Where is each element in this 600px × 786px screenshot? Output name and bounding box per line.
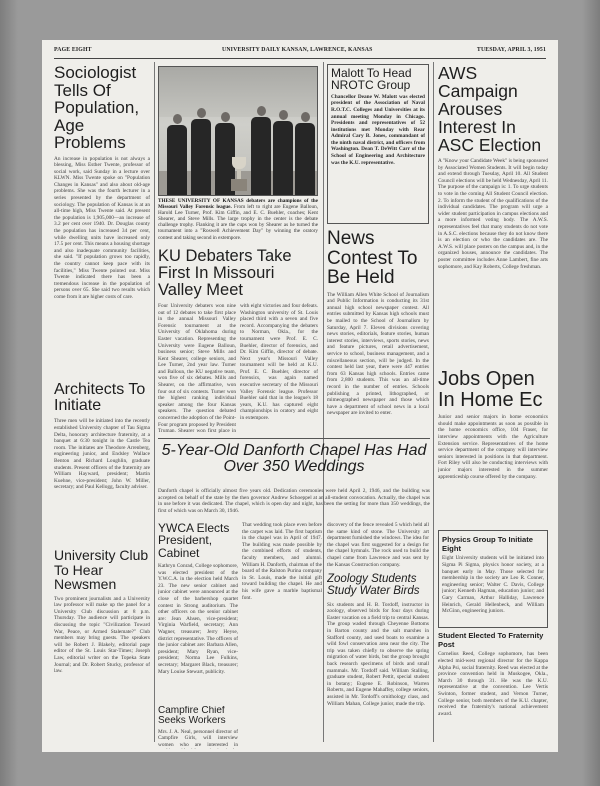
column-rule <box>433 62 434 742</box>
column-1 <box>54 64 150 744</box>
debate-columns <box>158 303 318 433</box>
masthead-rule <box>54 58 546 59</box>
physics-headline: Physics Group To Initiate Eight <box>442 535 533 553</box>
zoology-headline: Zoology Students Study Water Birds <box>327 573 420 597</box>
aws-headline: AWS Campaign Arouses Interest In ASC Election <box>438 64 542 156</box>
person-figure <box>191 108 211 195</box>
column-5 <box>438 64 548 744</box>
chapel-headline-block <box>158 438 430 488</box>
news-contest-body: The William Allen White School of Journalism and Public Information is conducting its 31st annual high school newspaper contest. All entries submitted by Kansas high schools must be mailed to the School of Journalism by Saturday, April 7. Eleven divisions covering news stories, editorials, feature stories, human interest stories, interviews, sports stories, news and feature pictures, retail advertisement, service to school, business management, and a miscellaneous section, will be judged. In the contest held last year, there were 447 entries from 63 Kansas high schools. Entries came from 2,800 students. This was an all-time record in the number of entries. Schools publishing a printed, lithographed, or mimeographed newspaper and those which have a department of school news in a local newspaper are invited to enter. <box>327 291 429 417</box>
column-rule <box>323 62 324 742</box>
page-number: PAGE EIGHT <box>54 47 92 53</box>
chapel-body-c: discovery of the fence revealed 5 which held all the same kind of stone. The University art department furnished the windows. The idea for the chapel was first suggested for a design for the chapel hymnals. The rock used to build the chapel came from Lawrence and was sent by the Kansas Construction company. <box>327 522 429 568</box>
physics-body: Eight University students will be initiated into Sigma Pi Sigma, physics honor society, at a banquet early in May. Those selected for membership in the society are Leo R. Conner, engineering senior; Walter C. Davis, College junior; Kenneth Hagman, education junior; and Gary Carman, Arthur Halliday, Lawrence Heinrich, Gerald Hellenbeck, and William McGinn, engineering juniors. <box>442 555 544 615</box>
architects-body: Three men will be initiated into the recently established University chapter of Tau Sigma Delta, honorary architecture fraternity, at a banquet at 6:30 tonight in the Castle Tea room. The initiates are Theodore Arrenberg, engineering junior, and Endsley Wallace Benton and Richard Loughlin, graduate students. Present officers of the fraternity are William Hayward, president; Martin Kuehne, vice-president; John W. Miller, secretary; and Paul Kellogg, faculty adviser. <box>54 418 150 491</box>
column-3-lower <box>327 522 429 748</box>
sociologist-body: An increase in population is not always a blessing, Miss Esther Twente, professor of social work, said Sunday in a lecture over KLWN. Miss Twente spoke on "Population Changes in Kansas" and also about old-age problems. She was the fourth lecturer in a series presented by the department of sociology. The population of Kansas is at an all-time high, Miss Twente said. At present the population is 1,905,000—an increase of 3.2 per cent over 1940. Dr. Douglas county the population has increased 34 per cent, while dwelling units have increased only 17.5 per cent. This means a housing shortage and also inadequate community facilities, she said. "If population grows too rapidly, the country cannot keep pace with its facilities," Miss Twente pointed out. Miss Twente indicated there has been a tremendous increase in the population of persons over 65. She said two results which come from it are higher costs of care. <box>54 155 150 300</box>
nrotc-box <box>327 64 429 224</box>
nrotc-headline: Malott To Head NROTC Group <box>331 66 412 93</box>
jobs-body: Junior and senior majors in home economics should make appointments as soon as possible in the home economics office, 104 Fraser, for interview appointments with the Agriculture Extension service. Representatives of the home service department of the company will interview seniors interested in positions in that department. Fort Riley will also be conducting interviews with junior majors interested in the summer apprenticeship course offered by the company. <box>438 414 548 480</box>
physics-box <box>438 530 548 628</box>
campfire-headline: Campfire Chief Seeks Workers <box>158 706 226 727</box>
aws-body: A "Know your Candidate Week" is being sponsored by Associated Women Students. It will begin today and extend through Tuesday, April 10. All Student Council elections will be held Wednesday, April 11. The purpose of the campaign is: 1. To urge students to vote in the coming All Student Council election. 2. To inform the student of the qualifications of the individual candidates. The program will urge a wider student participation in campus elections and a more informed voting body. The A.W.S. representatives feel that many students do not vote in A.S.C. elections because they do not know there is an election or who the candidates are. The A.W.S. will place posters on the campus and, in the organized houses, announce the candidates. The poster committee includes Anne Lambert, fine arts sophomore, and Kay Roberts, College freshman. <box>438 158 548 270</box>
ywca-body: Kathryn Conrad, College sophomore, was elected president of the Y.W.C.A. in the election held March 23. The new senior cabinet and junior cabinet were announced at the close of the barbershop quartet contest in Strong auditorium. The other officers on the senior cabinet are: Jean Ahsen, vice-president; Virginia Warfield, secretary; Ann Wagner, treasurer; Jerry Heyse, district representative. The officers of the junior cabinet are: Barbara Allen, president; Mary Ryan, vice-president; Norma Lee Fulkins, secretary; Margaret Black, treasurer; Mary Louise Stewart, publicity. <box>158 563 238 675</box>
newspaper-page <box>42 40 558 752</box>
nrotc-body: Chancellor Deane W. Malott was elected president of the Association of Naval R.O.T.C. Colleges and Universities at its annual meeting Monday in Chicago. Presidents and representatives of 52 institutions met Monday with Rear Admiral Cary B. Jones, commandant of the ninth naval district, and officers from Washington. Dean T. DeWitt Carr of the School of Engineering and Architecture was the K.U. representative. <box>331 93 425 166</box>
debaters-photo <box>158 66 318 196</box>
person-figure <box>273 110 293 195</box>
masthead <box>54 47 546 57</box>
person-figure <box>251 106 271 195</box>
architects-headline: Architects To Initiate <box>54 380 146 414</box>
column-rule <box>154 62 155 742</box>
chapel-body-b: That wedding took place even before the carpet was laid. The first baptism in the chapel was in April of 1947. The building was made possible by the combined efforts of students, faculty members, and alumni. William H. Danforth, chairman of the board of the Ralston Purina company in St. Louis, made the initial gift toward building the chapel. He and his wife gave a marble baptismal font. <box>242 522 322 601</box>
university-club-body: Two prominent journalists and a University law professor will make up the panel for a University Club discussion at 8 p.m. Thursday. The audience will participate in discussing the topic "Civilization Toward War, Peace, or Armed Stalemate?" Club members may bring guests. The speakers will be Robert J. Blakely, editorial page editor of the St. Louis Star-Times; Joseph Law, editorial writer on the Topeka State Journal; and Dr. Robert Stucky, professor of law. <box>54 595 150 675</box>
debate-body-b: with eight victories and four defeats. Washington university of St. Louis placed third with a seven and five record. Accompanying the debaters to Norman, Okla., for the tournament were Prof. E. C. Buehler, director of forensics, and Dr. Kim Giffin, director of debate. Next year's Missouri Valley tournament will be held at K.U. Prof. E. C. Buehler, director of forensics, was again named executive secretary of the Missouri Valley Forensic league. Professor Buehler said that in the league's 18 years, K.U. has captured eight championships in oratory and eight in extempore. <box>240 302 318 422</box>
ywca-story <box>158 522 238 704</box>
zoology-body: Six students and H. B. Tordoff, instructor in zoology, observed birds for four days during Easter vacation on a field trip to central Kansas. The group waded through Cheyenne Bottoms in Barton county and the salt marshes in Stafford county, and used boats to examine a wild fowl conservation area near the city. The trip was taken chiefly to observe the spring migration of water birds, but the group brought back research specimens of birds and small mammals. Mr. Tordoff said. William Stalling, graduate student, Robert Pettit, special student in botany; Eugene E. Robinson, Warren Roberts, and Eugene Mahaffey, college seniors, assisted in Mr. Tordoff's ornithology class, and William Mahan, College junior, made the trip. <box>327 601 429 707</box>
person-figure <box>167 114 187 195</box>
fraternity-headline: Student Elected To Fraternity Post <box>438 631 544 649</box>
chapel-headline: 5-Year-Old Danforth Chapel Has Had Over 350 Weddings <box>161 442 427 476</box>
debate-story <box>158 248 318 433</box>
debate-body-a: Four University debaters won nine out of 12 debates to take first place in the annual Missouri Valley Forensic tournament at the University of Oklahoma during Easter vacation. Representing the University were Eugene Balloun, business senior; Steve Mills and Kent Shearer, college seniors, and Lee Turner, 2nd year law. Turner and Balloun, the KU negative team, won five of six debates. Mills and Shearer, on the affirmative, won four out of six contests. Turner won the highest ranking individual speaker among the four Kansas speakers. The question debated concerned the adoption of the Point-Four program proposed by President Truman. Shearer won first place in <box>158 302 236 433</box>
paper-title: UNIVERSITY DAILY KANSAN, LAWRENCE, KANSAS <box>222 47 373 53</box>
chapel-lead <box>158 488 430 518</box>
chapel-column-b <box>242 522 322 748</box>
caption-lead: THESE UNIVERSITY OF KANSAS debaters are champions of the Missouri Valley Forensic league. <box>158 198 318 211</box>
column-4 <box>327 64 429 436</box>
ywca-headline: YWCA Elects President, Cabinet <box>158 522 230 560</box>
campfire-body: Mrs. J. A. Neal, personnel director of Campfire Girls, will interview women who are interested in <box>158 728 238 748</box>
caption-text: From left to right are Eugene Balloun, Harold Lee Turner, Prof. Kim Giffin, and E. C. Buehler, coaches; Kent Shearer, and Steve Mills. The large trophy in the center is the debate challenge trophy. Flanking it are the cups won by Shearer as he turned the tournament into a "Roswell Achievement Day" by winning the oratory contest and taking second in extempore. <box>158 204 318 241</box>
jobs-headline: Jobs Open In Home Ec <box>438 368 543 411</box>
trophy-icon <box>231 157 247 191</box>
issue-date: TUESDAY, APRIL 3, 1951 <box>476 47 546 53</box>
campfire-story <box>158 706 238 750</box>
photo-wall <box>159 67 318 117</box>
university-club-headline: University Club To Hear Newsmen <box>54 547 149 593</box>
fraternity-body: Cornelius Reed, College sophomore, has been elected mid-west regional director for the Kappa Alpha Psi, social fraternity. Reed was elected at the province convention held in Muskogee, Okla., March 30 through 31. He was the K.U. representative at the convention. Lee Vertis Swinton, former student, and Vernon Turner, College senior, both members of the K.U. chapter, received the fraternity's national achievement award. <box>438 651 548 717</box>
sociologist-headline: Sociologist Tells Of Population, Age Problems <box>54 64 140 152</box>
photo-caption <box>158 198 318 241</box>
debate-headline: KU Debaters Take First In Missouri Valley Meet <box>158 248 292 299</box>
news-contest-headline: News Contest To Be Held <box>327 228 418 289</box>
person-figure <box>295 112 315 195</box>
chapel-body-a: Danforth chapel is officially almost five years old. Dedication ceremonies were held April 2, 1946, and the building was accepted on behalf of the state by the then governor Andrew Schoeppel at an all-student convocation. Actually, the chapel was in use before it was dedicated. The chapel, which is open day and night, has been the setting for more than 350 weddings, the first of which was on March 30, 1946. <box>158 488 430 514</box>
